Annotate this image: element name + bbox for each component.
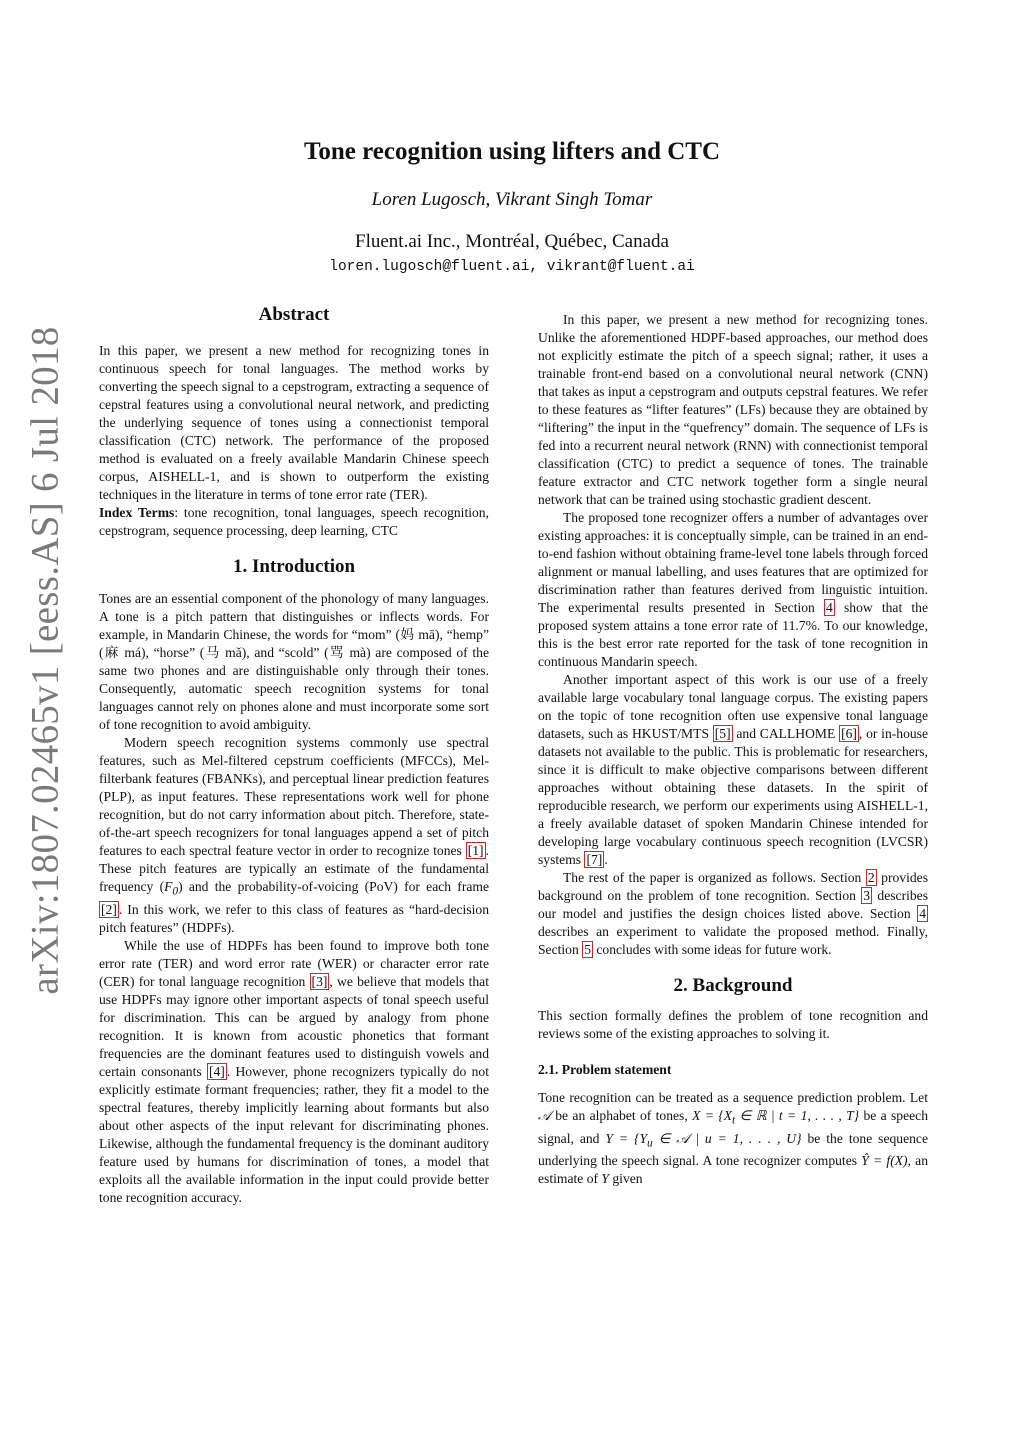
citation-link[interactable]: [3] xyxy=(311,973,328,989)
section-link[interactable]: 3 xyxy=(863,888,871,903)
citation-link[interactable]: [4] xyxy=(208,1063,225,1079)
intro-paragraph-6: Another important aspect of this work is our use of a freely available large vocabulary tonal language corpus. The existing papers on the topic of tone recognition often use expensive tonal language datasets, such as HKUST/MTS [5] and CALLHOME [6] , or in-house datasets not available to the public. This is problematic for researchers, since it is difficult to make objective comparisons between different approaches without obtaining these datasets. In the spirit of reproducible research, we perform our experiments using AISHELL-1, a freely available dataset of spoken Mandarin Chinese intended for developing large vocabulary continuous speech recognition (LVCSR) systems [7] . xyxy=(538,672,928,867)
citation-link[interactable]: [2] xyxy=(101,901,117,917)
left-column xyxy=(99,306,489,1207)
section-link[interactable]: 4 xyxy=(919,906,926,921)
section-link[interactable]: 4 xyxy=(826,600,833,615)
abstract-text: In this paper, we present a new method for recognizing tones in continuous speech for tonal languages. The method works by converting the speech signal to a cepstrogram, extracting a sequence of cepstral features using a convolutional neural network, and predicting the underlying sequence of tones using a connectionist temporal classification (CTC) network. The performance of the proposed method is evaluated on a freely available Mandarin Chinese speech corpus, AISHELL-1, and is shown to outperform the existing techniques in the literature in terms of tone error rate (TER). xyxy=(99,343,489,502)
citation-link[interactable]: [5] xyxy=(714,726,731,741)
section-link[interactable]: 5 xyxy=(584,942,591,957)
author-emails: loren.lugosch@fluent.ai, vikrant@fluent.ai xyxy=(329,259,695,275)
background-text: This section formally defines the problem of tone recognition and reviews some of the existing approaches to solving it. xyxy=(538,1008,928,1041)
authors: Loren Lugosch, Vikrant Singh Tomar xyxy=(371,189,653,210)
background-heading: 2. Background xyxy=(673,975,793,996)
index-terms-text: : tone recognition, tonal languages, speech recognition, cepstrogram, sequence processing, deep learning, CTC xyxy=(99,505,489,538)
citation-link[interactable]: [6] xyxy=(841,726,857,741)
intro-paragraph-2: Modern speech recognition systems commonly use spectral features, such as Mel-filtered cepstrum coefficients (MFCCs), Mel-filterbank features (FBANKs), and perceptual linear prediction features (PLP), as input features. These representations work well for phone recognition, but do not carry information about pitch. Therefore, state-of-the-art speech recognizers for tonal languages append a set of pitch features to each spectral feature vector in order to recognize tones [1] . These pitch features are typically an estimate of the fundamental frequency $(F_0)$ and the probability-of-voicing (PoV) for each frame [2] . In this work, we refer to this class of features as “hard-decision pitch features” (HDPFs). xyxy=(99,735,489,935)
arxiv-stamp xyxy=(20,250,70,1070)
index-terms-label: Index Terms xyxy=(99,505,175,520)
f0-symbol: $F_0$ xyxy=(164,879,179,898)
affiliation: Fluent.ai Inc., Montréal, Québec, Canada xyxy=(355,231,669,252)
intro-paragraph-5: The proposed tone recognizer offers a number of advantages over existing approaches: it is conceptually simple, can be trained in an end-to-end fashion without obtaining frame-level tone labels through forced alignment or manual labelling, and uses features that are optimized for discrimination rather than features derived from linguistic intuition. The experimental results presented in Section 4 show that the proposed system attains a tone error rate of 11.7%. To our knowledge, this is the best error rate reported for the task of tone recognition in continuous Mandarin speech. xyxy=(538,510,929,669)
intro-paragraph-4: In this paper, we present a new method for recognizing tones. Unlike the aforementioned HDPF-based approaches, our method does not explicitly estimate the pitch of a speech signal; rather, it uses a trainable front-end based on a convolutional neural network (CNN) that takes as input a cepstrogram and outputs cepstral features. We refer to these features as “lifter features” (LFs) because they are obtained by “liftering” the input in the “quefrency” domain. The sequence of LFs is fed into a recurrent neural network (RNN) with connectionist temporal classification (CTC) to predict a sequence of tones. The trainable feature extractor and CTC network together form a single neural network that can be trained using stochastic gradient descent. xyxy=(538,312,928,507)
citation-link[interactable]: [1] xyxy=(467,843,484,858)
problem-statement-heading: 2.1. Problem statement xyxy=(538,1062,672,1077)
section-link[interactable]: 2 xyxy=(867,870,875,885)
index-terms xyxy=(99,504,489,540)
intro-heading: 1. Introduction xyxy=(232,556,356,577)
citation-link[interactable]: [7] xyxy=(586,852,603,867)
arxiv-id: arXiv:1807.02465v1 [eess.AS] 6 Jul 2018 xyxy=(23,325,67,995)
problem-statement-text: Tone recognition can be treated as a sequence prediction problem. Let 𝒜 be an alphabet of tones, $X = \{X_t$ ∈ ℝ | t = 1, . . . , T} be a speech signal, and $Y = \{Y_u$ ∈ 𝒜 | u = 1, . . . , U} be the tone sequence underlying the speech signal. A tone recognizer computes Ŷ = f(X), an estimate of Y given xyxy=(538,1090,929,1187)
right-column xyxy=(538,311,928,1188)
abstract-heading: Abstract xyxy=(258,304,330,325)
paper-title: Tone recognition using lifters and CTC xyxy=(303,138,721,165)
intro-paragraph-1: Tones are an essential component of the phonology of many languages. A tone is a pitch pattern that distinguishes or inflects words. For example, in Mandarin Chinese, the words for “mom” (妈 mā), “hemp” (麻 má), “horse” (马 mǎ), and “scold” (骂 mà) are composed of the same two phones and are distinguishable only through their tones. Consequently, automatic speech recognition systems for tonal languages cannot rely on phones alone and must incorporate some sort of tone recognition to avoid ambiguity. xyxy=(99,591,489,732)
intro-paragraph-7: The rest of the paper is organized as follows. Section 2 provides background on the problem of tone recognition. Section 3 describes our model and justifies the design choices listed above. Section 4 describes an experiment to validate the proposed method. Finally, Section 5 concludes with some ideas for future work. xyxy=(538,870,929,957)
intro-paragraph-3: While the use of HDPFs has been found to improve both tone error rate (TER) and word error rate (WER) or character error rate (CER) for tonal language recognition [3] , we believe that models that use HDPFs may ignore other important aspects of tonal speech useful for discrimination. This can be argued by analogy from phone recognition. It is known from acoustic phonetics that formant frequencies are the dominant features used to distinguish vowels and certain consonants [4] . However, phone recognizers typically do not explicitly estimate formant frequencies; rather, they fit a model to the spectral features, thereby implicitly learning about formants but also about other aspects of the input relevant for discriminating phones. Likewise, although the fundamental frequency is the dominant auditory feature used by humans for discrimination of tones, a model that exploits all the available information in the input could provide better tone recognition accuracy. xyxy=(99,937,489,1205)
